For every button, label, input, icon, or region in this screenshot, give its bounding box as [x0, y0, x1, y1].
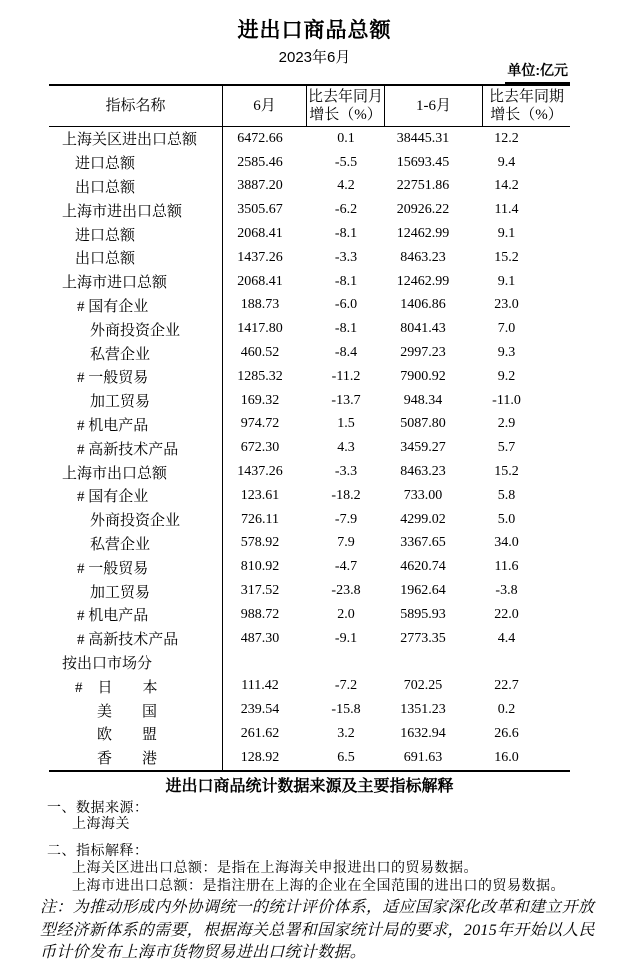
column-header-line: 比去年同月: [307, 89, 383, 105]
table-row: [49, 555, 570, 579]
indicator-cell: [49, 294, 223, 318]
column-header-line: 指标名称: [105, 98, 166, 114]
indicator-label: 上海关区进出口总额: [62, 132, 198, 149]
value-cell: 15693.45: [396, 154, 450, 170]
value-cell: 15.2: [494, 464, 519, 480]
indicator-cell: [49, 317, 223, 341]
value-cell: 578.92: [240, 535, 280, 551]
value-cell: 5.8: [497, 487, 516, 503]
column-header: [385, 86, 483, 126]
value-cell: -8.1: [334, 321, 358, 337]
indicator-cell: [49, 508, 223, 532]
value-cell: 2773.35: [400, 630, 446, 646]
indicator-label: 上海市进出口总额: [62, 203, 183, 220]
value-cell: 34.0: [494, 535, 519, 551]
indicator-cell: [49, 222, 223, 246]
table-row: [49, 603, 570, 627]
value-cell: -11.2: [331, 368, 361, 384]
indicator-label: 香 港: [97, 751, 158, 768]
indicator-cell: [49, 365, 223, 389]
value-cell: -8.1: [334, 273, 358, 289]
value-cell: 9.4: [497, 154, 516, 170]
table-row: [49, 627, 570, 651]
value-cell: 4.2: [337, 178, 355, 194]
indicator-cell: [49, 698, 223, 722]
indicator-explain-line: 上海市进出口总额：是指注册在上海的企业在全国范围的进出口的贸易数据。: [72, 879, 565, 894]
table-row: [49, 532, 570, 556]
value-cell: 0.2: [497, 702, 516, 718]
page-title: 进出口商品总额: [237, 19, 392, 42]
value-cell: 3.2: [337, 725, 355, 741]
value-cell: 1406.86: [400, 297, 446, 313]
indicator-label: 上海市进口总额: [62, 275, 168, 292]
value-cell: -15.8: [331, 702, 361, 718]
value-cell: 3459.27: [400, 440, 446, 456]
column-header-line: 比去年同期: [488, 89, 564, 105]
indicator-cell: [49, 436, 223, 460]
value-cell: 4.3: [337, 440, 355, 456]
unit-label: 单位:亿元: [505, 60, 570, 84]
footnote-paragraph: [40, 897, 596, 960]
value-cell: -9.1: [334, 630, 358, 646]
value-cell: -23.8: [331, 583, 361, 599]
value-cell: 1437.26: [237, 464, 283, 480]
value-cell: 460.52: [240, 345, 280, 361]
notes-section-title: 进出口商品统计数据来源及主要指标解释: [165, 778, 454, 795]
table-row: [49, 484, 570, 508]
value-cell: 733.00: [403, 487, 443, 503]
column-header: [49, 86, 223, 126]
value-cell: 2068.41: [237, 226, 283, 242]
column-header: [223, 86, 307, 126]
indicator-label: 美 国: [97, 703, 158, 720]
indicator-label: # 机电产品: [77, 608, 149, 625]
value-cell: 1.5: [337, 416, 355, 432]
value-cell: 111.42: [241, 678, 279, 694]
value-cell: 22.7: [494, 678, 519, 694]
report-period: 2023年6月: [278, 49, 351, 66]
table-row: [49, 151, 570, 175]
value-cell: -4.7: [334, 559, 358, 575]
value-cell: 1285.32: [237, 368, 283, 384]
indicator-label: # 机电产品: [77, 417, 149, 434]
value-cell: -3.3: [334, 249, 358, 265]
value-cell: 2585.46: [237, 154, 283, 170]
value-cell: -8.1: [334, 226, 358, 242]
table-body: [49, 127, 570, 770]
value-cell: 726.11: [241, 511, 279, 527]
value-cell: 6472.66: [237, 130, 283, 146]
value-cell: -13.7: [331, 392, 361, 408]
import-export-table: [49, 84, 570, 772]
table-header-row: [49, 86, 570, 127]
value-cell: 128.92: [240, 749, 280, 765]
indicator-label: 上海市出口总额: [62, 465, 168, 482]
indicator-cell: [49, 722, 223, 746]
value-cell: 3505.67: [237, 202, 283, 218]
value-cell: 9.1: [497, 226, 516, 242]
value-cell: 12462.99: [396, 273, 450, 289]
column-header: [307, 86, 385, 126]
value-cell: 487.30: [240, 630, 280, 646]
indicator-label: 私营企业: [90, 346, 151, 363]
table-row: [49, 579, 570, 603]
indicator-label: 进口总额: [75, 156, 136, 173]
indicator-cell: [49, 127, 223, 151]
value-cell: 2068.41: [237, 273, 283, 289]
value-cell: 702.25: [403, 678, 443, 694]
indicator-cell: [49, 175, 223, 199]
value-cell: 15.2: [494, 249, 519, 265]
value-cell: 9.3: [497, 345, 516, 361]
indicator-cell: [49, 270, 223, 294]
indicator-label: # 国有企业: [77, 298, 149, 315]
value-cell: 5.0: [497, 511, 516, 527]
table-row: [49, 341, 570, 365]
indicator-cell: [49, 651, 223, 675]
indicator-label: # 日 本: [75, 679, 158, 696]
value-cell: 11.6: [494, 559, 519, 575]
indicator-label: 出口总额: [75, 251, 136, 268]
value-cell: 26.6: [494, 725, 519, 741]
table-row: [49, 508, 570, 532]
value-cell: 4.4: [497, 630, 516, 646]
indicator-cell: [49, 555, 223, 579]
indicator-label: 加工贸易: [90, 394, 151, 411]
data-source-value: 上海海关: [72, 817, 130, 832]
table-row: [49, 127, 570, 151]
value-cell: -8.4: [334, 345, 358, 361]
table-row: [49, 413, 570, 437]
value-cell: 123.61: [240, 487, 280, 503]
indicator-cell: [49, 246, 223, 270]
value-cell: 5.7: [497, 440, 516, 456]
value-cell: 14.2: [494, 178, 519, 194]
indicator-label: 外商投资企业: [90, 322, 181, 339]
value-cell: 0.1: [337, 130, 355, 146]
indicator-label: 按出口市场分: [62, 655, 153, 672]
value-cell: 11.4: [494, 202, 519, 218]
value-cell: 169.32: [240, 392, 280, 408]
value-cell: 1632.94: [400, 725, 446, 741]
column-header-line: 1-6月: [416, 98, 451, 114]
value-cell: 672.30: [240, 440, 280, 456]
value-cell: 317.52: [240, 583, 280, 599]
value-cell: 23.0: [494, 297, 519, 313]
value-cell: 239.54: [240, 702, 280, 718]
value-cell: 22751.86: [396, 178, 450, 194]
column-header-line: 增长（%）: [490, 107, 563, 123]
value-cell: 948.34: [403, 392, 443, 408]
value-cell: -7.2: [334, 678, 358, 694]
table-row: [49, 746, 570, 770]
table-row: [49, 698, 570, 722]
value-cell: 6.5: [337, 749, 355, 765]
indicator-explain-line: 上海关区进出口总额：是指在上海海关申报进出口的贸易数据。: [72, 861, 478, 876]
value-cell: 1351.23: [400, 702, 446, 718]
value-cell: 1417.80: [237, 321, 283, 337]
value-cell: 5895.93: [400, 606, 446, 622]
value-cell: 261.62: [240, 725, 280, 741]
indicator-cell: [49, 460, 223, 484]
value-cell: 2997.23: [400, 345, 446, 361]
value-cell: 1962.64: [400, 583, 446, 599]
table-row: [49, 270, 570, 294]
indicator-cell: [49, 627, 223, 651]
footnote-line: 注：为推动形成内外协调统一的统计评价体系，适应国家深化改革和建立开放: [40, 899, 595, 916]
indicator-label: # 一般贸易: [77, 560, 149, 577]
table-row: [49, 365, 570, 389]
indicator-cell: [49, 484, 223, 508]
footnote-line: 型经济新体系的需要，根据海关总署和国家统计局的要求，2015年开始以人民: [40, 921, 595, 939]
value-cell: -3.8: [495, 583, 518, 599]
indicator-cell: [49, 532, 223, 556]
column-header-line: 增长（%）: [309, 107, 382, 123]
value-cell: 9.1: [497, 273, 516, 289]
value-cell: 3887.20: [237, 178, 283, 194]
value-cell: -11.0: [492, 392, 521, 408]
table-row: [49, 175, 570, 199]
value-cell: 38445.31: [396, 130, 450, 146]
indicator-label: 进口总额: [75, 227, 136, 244]
indicator-cell: [49, 674, 223, 698]
value-cell: 7.0: [497, 321, 516, 337]
indicator-label: 私营企业: [90, 536, 151, 553]
value-cell: 20926.22: [396, 202, 450, 218]
value-cell: 22.0: [494, 606, 519, 622]
value-cell: 16.0: [494, 749, 519, 765]
value-cell: 4299.02: [400, 511, 446, 527]
indicator-cell: [49, 746, 223, 770]
indicator-cell: [49, 341, 223, 365]
value-cell: 9.2: [497, 368, 516, 384]
value-cell: -7.9: [334, 511, 358, 527]
indicator-label: # 一般贸易: [77, 370, 149, 387]
value-cell: 7900.92: [400, 368, 446, 384]
value-cell: 12462.99: [396, 226, 450, 242]
value-cell: 988.72: [240, 606, 280, 622]
value-cell: 4620.74: [400, 559, 446, 575]
table-row: [49, 246, 570, 270]
indicator-cell: [49, 579, 223, 603]
indicator-label: # 高新技术产品: [77, 441, 179, 458]
table-row: [49, 436, 570, 460]
indicator-cell: [49, 198, 223, 222]
value-cell: 2.9: [497, 416, 516, 432]
value-cell: 1437.26: [237, 249, 283, 265]
value-cell: 8041.43: [400, 321, 446, 337]
table-row: [49, 294, 570, 318]
indicator-cell: [49, 389, 223, 413]
value-cell: 2.0: [337, 606, 355, 622]
indicator-label: 加工贸易: [90, 584, 151, 601]
table-row: [49, 317, 570, 341]
indicator-explain-label: 二、指标解释：: [47, 844, 149, 859]
table-row: [49, 198, 570, 222]
indicator-label: # 国有企业: [77, 489, 149, 506]
table-row: [49, 222, 570, 246]
value-cell: -6.0: [334, 297, 358, 313]
table-row: [49, 722, 570, 746]
value-cell: 691.63: [403, 749, 443, 765]
value-cell: 974.72: [240, 416, 280, 432]
data-source-label: 一、数据来源：: [47, 801, 149, 816]
value-cell: -5.5: [334, 154, 358, 170]
indicator-label: 外商投资企业: [90, 513, 181, 530]
indicator-cell: [49, 151, 223, 175]
indicator-label: # 高新技术产品: [77, 632, 179, 649]
column-header-line: 6月: [253, 98, 276, 114]
column-header: [483, 86, 570, 126]
indicator-cell: [49, 603, 223, 627]
value-cell: 5087.80: [400, 416, 446, 432]
indicator-cell: [49, 413, 223, 437]
table-row: [49, 674, 570, 698]
value-cell: 810.92: [240, 559, 280, 575]
value-cell: 7.9: [337, 535, 355, 551]
value-cell: 3367.65: [400, 535, 446, 551]
table-row: [49, 389, 570, 413]
value-cell: -3.3: [334, 464, 358, 480]
value-cell: 8463.23: [400, 464, 446, 480]
indicator-label: 出口总额: [75, 179, 136, 196]
table-row: [49, 651, 570, 675]
table-row: [49, 460, 570, 484]
value-cell: -6.2: [334, 202, 358, 218]
indicator-label: 欧 盟: [97, 727, 158, 744]
footnote-line: 币计价发布上海市货物贸易进出口统计数据。: [40, 944, 367, 960]
value-cell: 188.73: [240, 297, 280, 313]
value-cell: 12.2: [494, 130, 519, 146]
value-cell: -18.2: [331, 487, 361, 503]
value-cell: 8463.23: [400, 249, 446, 265]
